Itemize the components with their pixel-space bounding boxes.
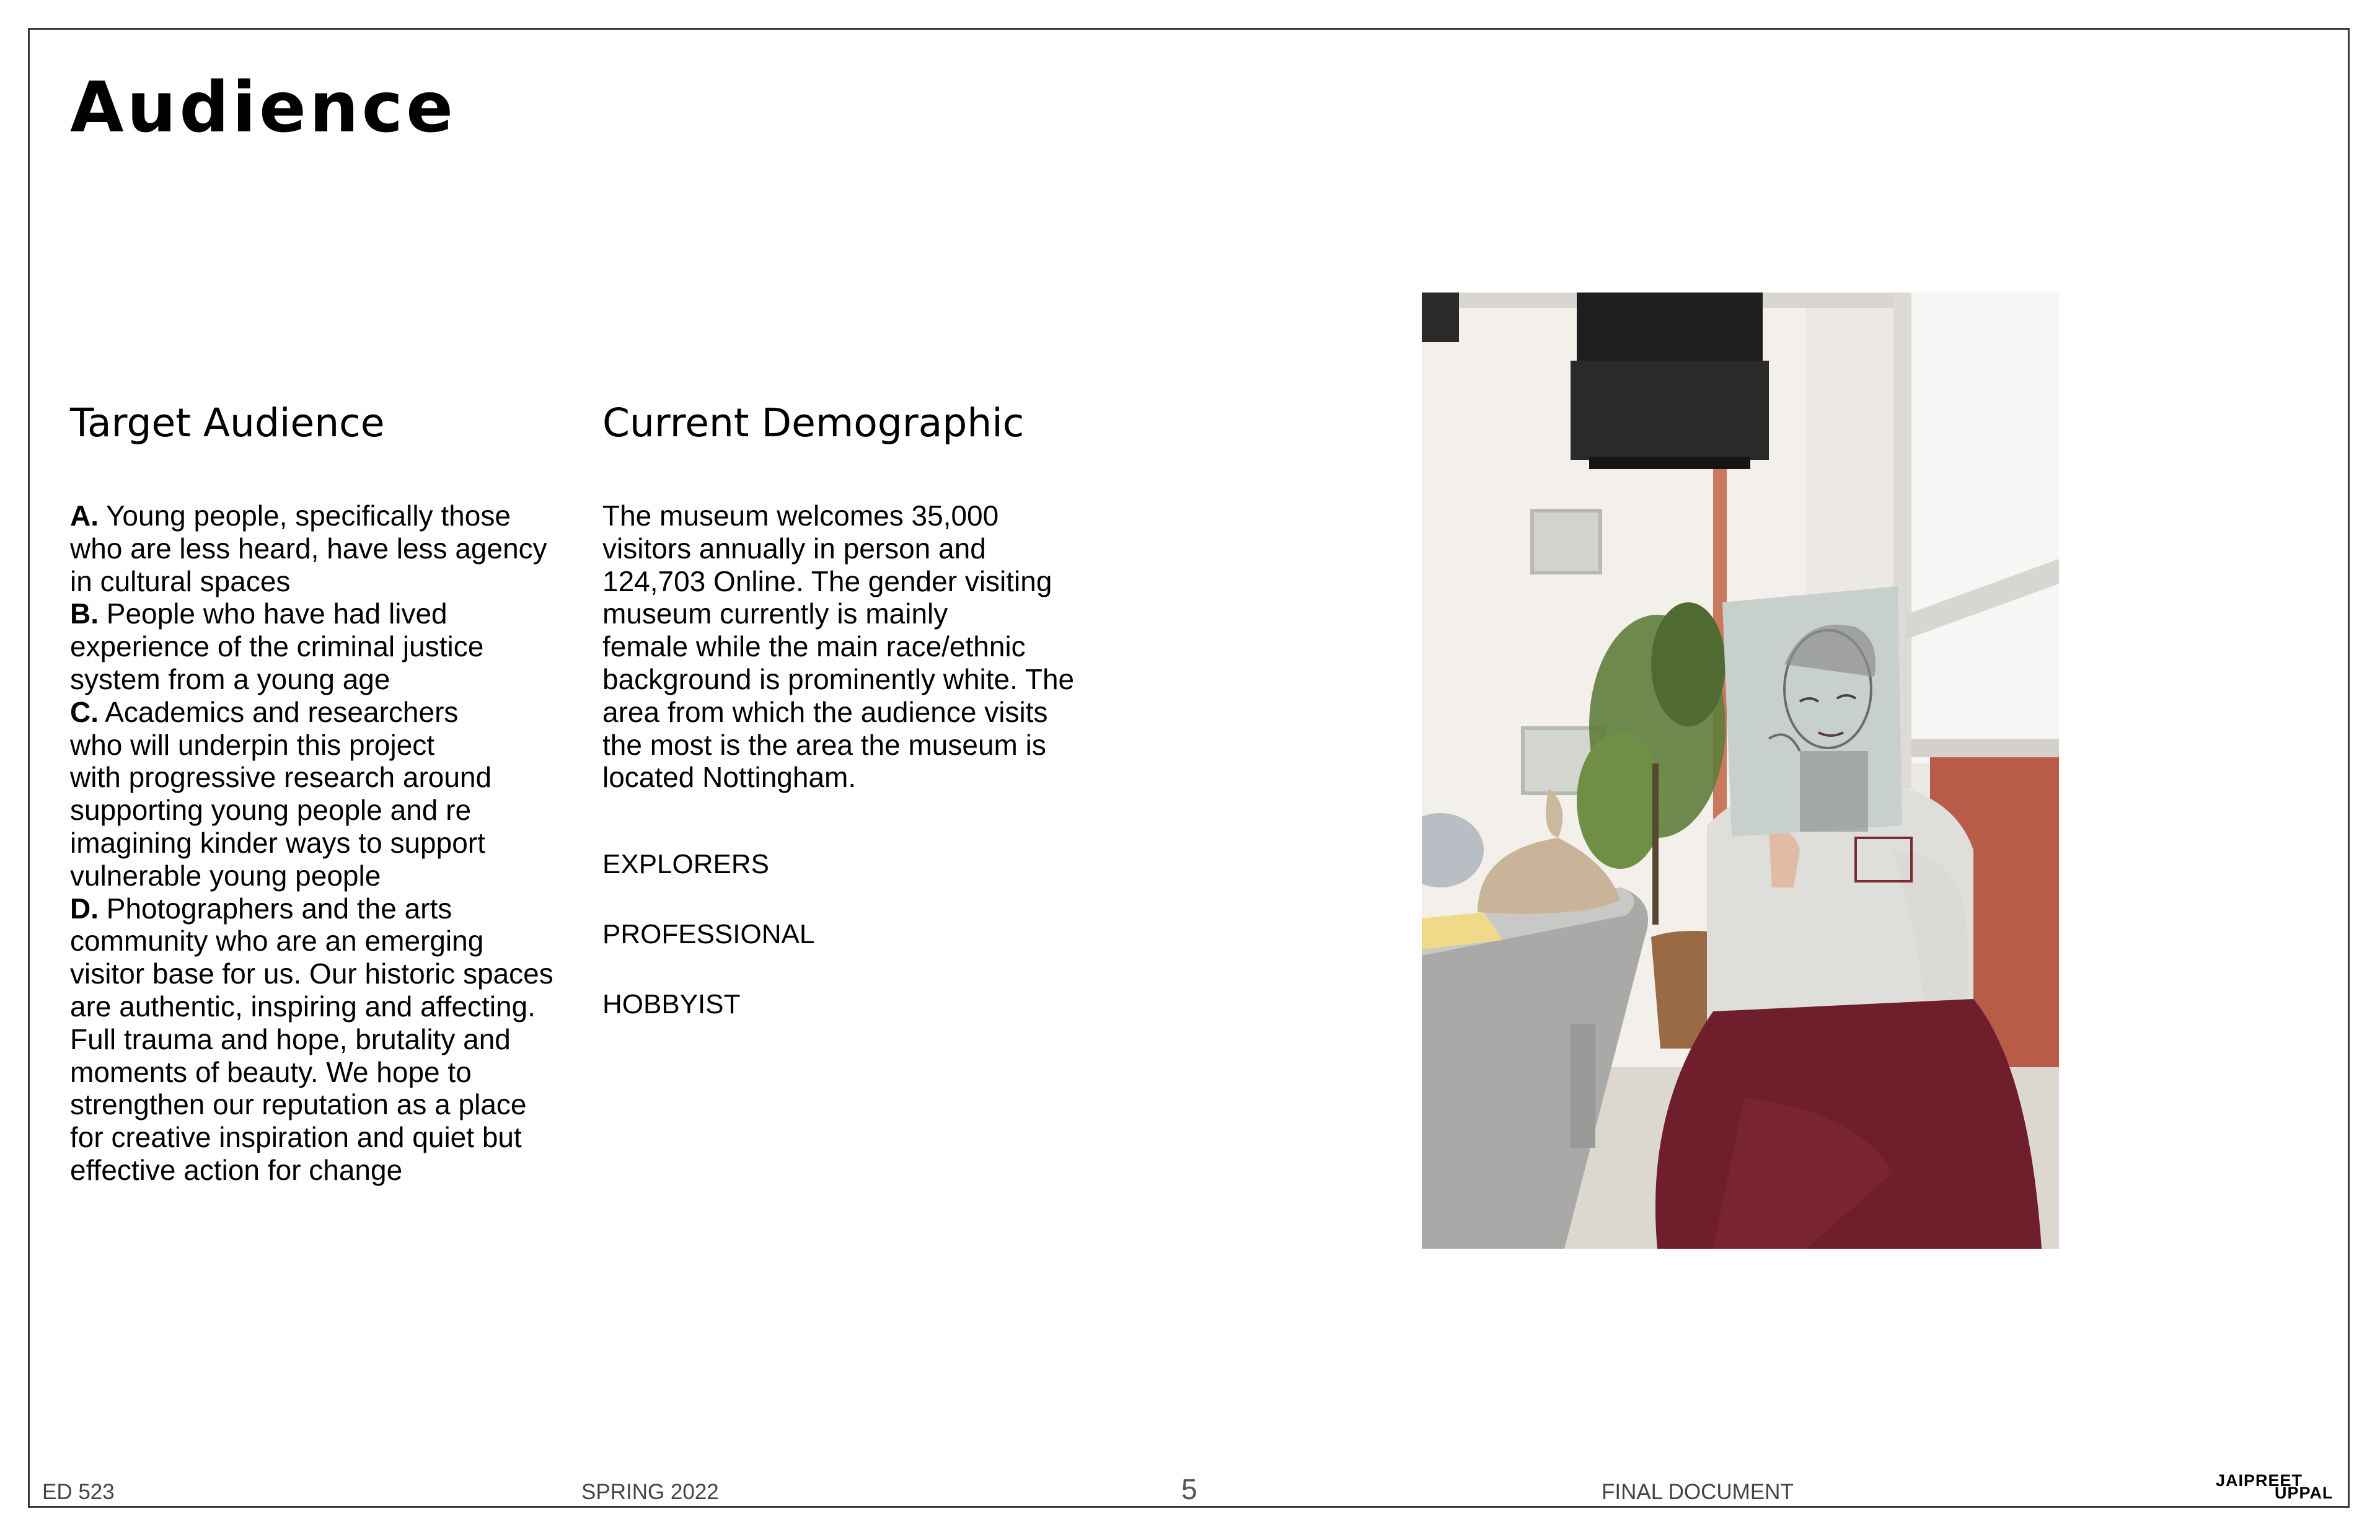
target-audience-list xyxy=(70,499,591,1187)
item-text-line: moments of beauty. We hope to xyxy=(70,1055,472,1088)
item-text-line: for creative inspiration and quiet but xyxy=(70,1121,522,1154)
audience-item-d xyxy=(70,892,591,1187)
segment-professional: PROFESSIONAL xyxy=(602,919,815,950)
footer-term: SPRING 2022 xyxy=(581,1480,719,1504)
item-letter: A. xyxy=(70,499,99,532)
item-text-line: experience of the criminal justice xyxy=(70,630,484,663)
target-audience-heading: Target Audience xyxy=(70,400,385,446)
item-letter: C. xyxy=(70,695,99,728)
item-text-line: system from a young age xyxy=(70,662,390,695)
author-logo xyxy=(2216,1471,2334,1508)
item-text-line: Photographers and the arts xyxy=(99,892,452,925)
audience-item-c xyxy=(70,696,591,892)
demographic-paragraph xyxy=(602,499,1148,794)
item-text-line: with progressive research around xyxy=(70,761,492,794)
item-text-line: visitor base for us. Our historic spaces xyxy=(70,957,553,990)
logo-last-name: UPPAL xyxy=(2275,1484,2334,1502)
page-title: Audience xyxy=(70,68,457,148)
item-text-line: imagining kinder ways to support xyxy=(70,826,485,859)
logo-first-name: JAIPREET xyxy=(2216,1471,2303,1490)
paragraph-line: visitors annually in person and xyxy=(602,532,986,565)
audience-item-a xyxy=(70,499,591,597)
item-text-line: Academics and researchers xyxy=(99,695,459,728)
paragraph-line: The museum welcomes 35,000 xyxy=(602,499,999,532)
item-letter: B. xyxy=(70,597,99,630)
paragraph-line: located Nottingham. xyxy=(602,761,857,794)
paragraph-line: museum currently is mainly xyxy=(602,597,948,630)
item-text-line: Young people, specifically those xyxy=(99,499,511,532)
photo-illustration xyxy=(1422,293,2059,1249)
item-text-line: effective action for change xyxy=(70,1153,403,1186)
paragraph-line: area from which the audience visits xyxy=(602,695,1048,728)
item-text-line: strengthen our reputation as a place xyxy=(70,1088,527,1121)
item-text-line: Full trauma and hope, brutality and xyxy=(70,1023,511,1055)
current-demographic-heading: Current Demographic xyxy=(602,400,1025,446)
target-audience-section xyxy=(70,397,591,1187)
paragraph-line: 124,703 Online. The gender visiting xyxy=(602,565,1052,597)
item-letter: D. xyxy=(70,892,99,925)
footer-document-label: FINAL DOCUMENT xyxy=(1602,1480,1794,1504)
item-text-line: vulnerable young people xyxy=(70,859,381,892)
paragraph-line: female while the main race/ethnic xyxy=(602,630,1026,663)
paragraph-line: the most is the area the museum is xyxy=(602,728,1046,761)
item-text-line: are authentic, inspiring and affecting. xyxy=(70,990,536,1023)
item-text-line: in cultural spaces xyxy=(70,565,291,597)
photo-young-person-holding-drawing xyxy=(1422,293,2059,1249)
audience-item-b xyxy=(70,597,591,695)
item-text-line: supporting young people and re xyxy=(70,794,472,827)
page-number: 5 xyxy=(1181,1473,1197,1505)
audience-segments xyxy=(602,848,1148,1021)
item-text-line: who will underpin this project xyxy=(70,728,435,761)
segment-explorers: EXPLORERS xyxy=(602,849,769,880)
footer-course-code: ED 523 xyxy=(42,1480,115,1504)
current-demographic-section xyxy=(602,397,1148,1058)
item-text-line: community who are an emerging xyxy=(70,925,484,957)
item-text-line: who are less heard, have less agency xyxy=(70,532,547,565)
paragraph-line: background is prominently white. The xyxy=(602,662,1075,695)
item-text-line: People who have had lived xyxy=(99,597,447,630)
segment-hobbyist: HOBBYIST xyxy=(602,989,741,1020)
